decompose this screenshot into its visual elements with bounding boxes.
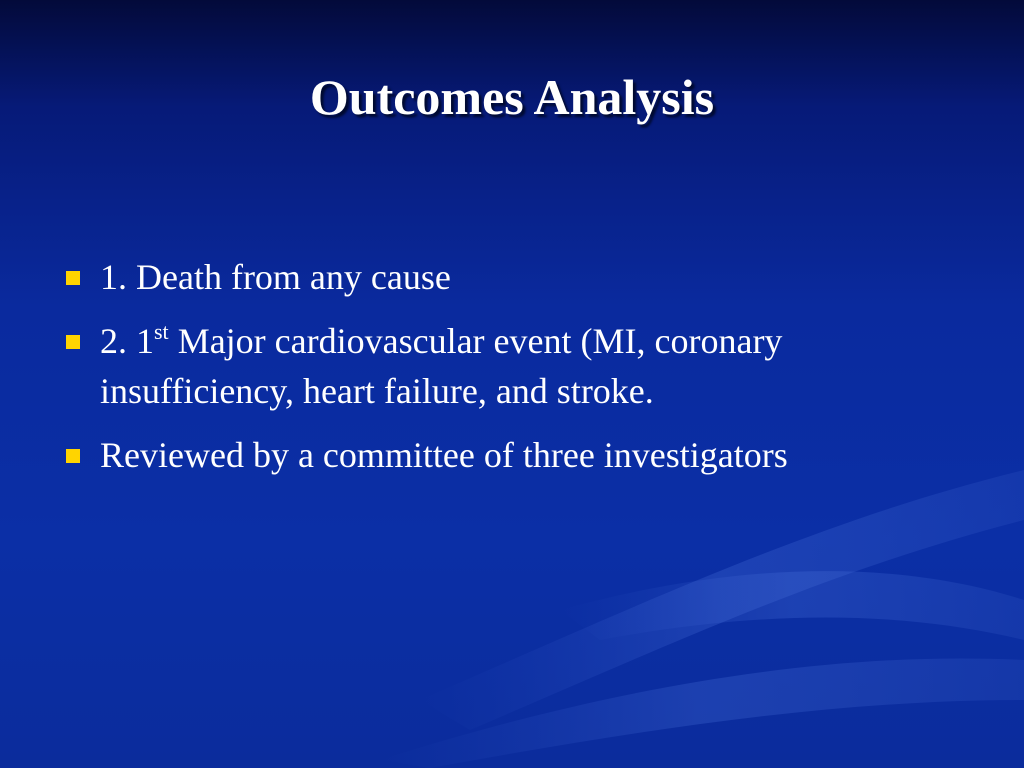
bullet-item <box>62 252 962 302</box>
bullet-text: Reviewed by a committee of three investigators <box>100 435 788 475</box>
yellow-square-bullet-icon <box>66 449 80 463</box>
bullet-list <box>62 252 962 494</box>
yellow-square-bullet-icon <box>66 271 80 285</box>
bullet-superscript: st <box>154 319 169 344</box>
slide-title: Outcomes Analysis <box>309 69 715 125</box>
bullet-item <box>62 316 962 416</box>
bullet-text: Major cardiovascular event (MI, coronary insufficiency, heart failure, and stroke. <box>100 321 783 411</box>
bullet-prefix: 2. 1 <box>100 321 154 361</box>
bullet-item <box>62 430 962 480</box>
yellow-square-bullet-icon <box>66 335 80 349</box>
bullet-text: 1. Death from any cause <box>100 257 451 297</box>
